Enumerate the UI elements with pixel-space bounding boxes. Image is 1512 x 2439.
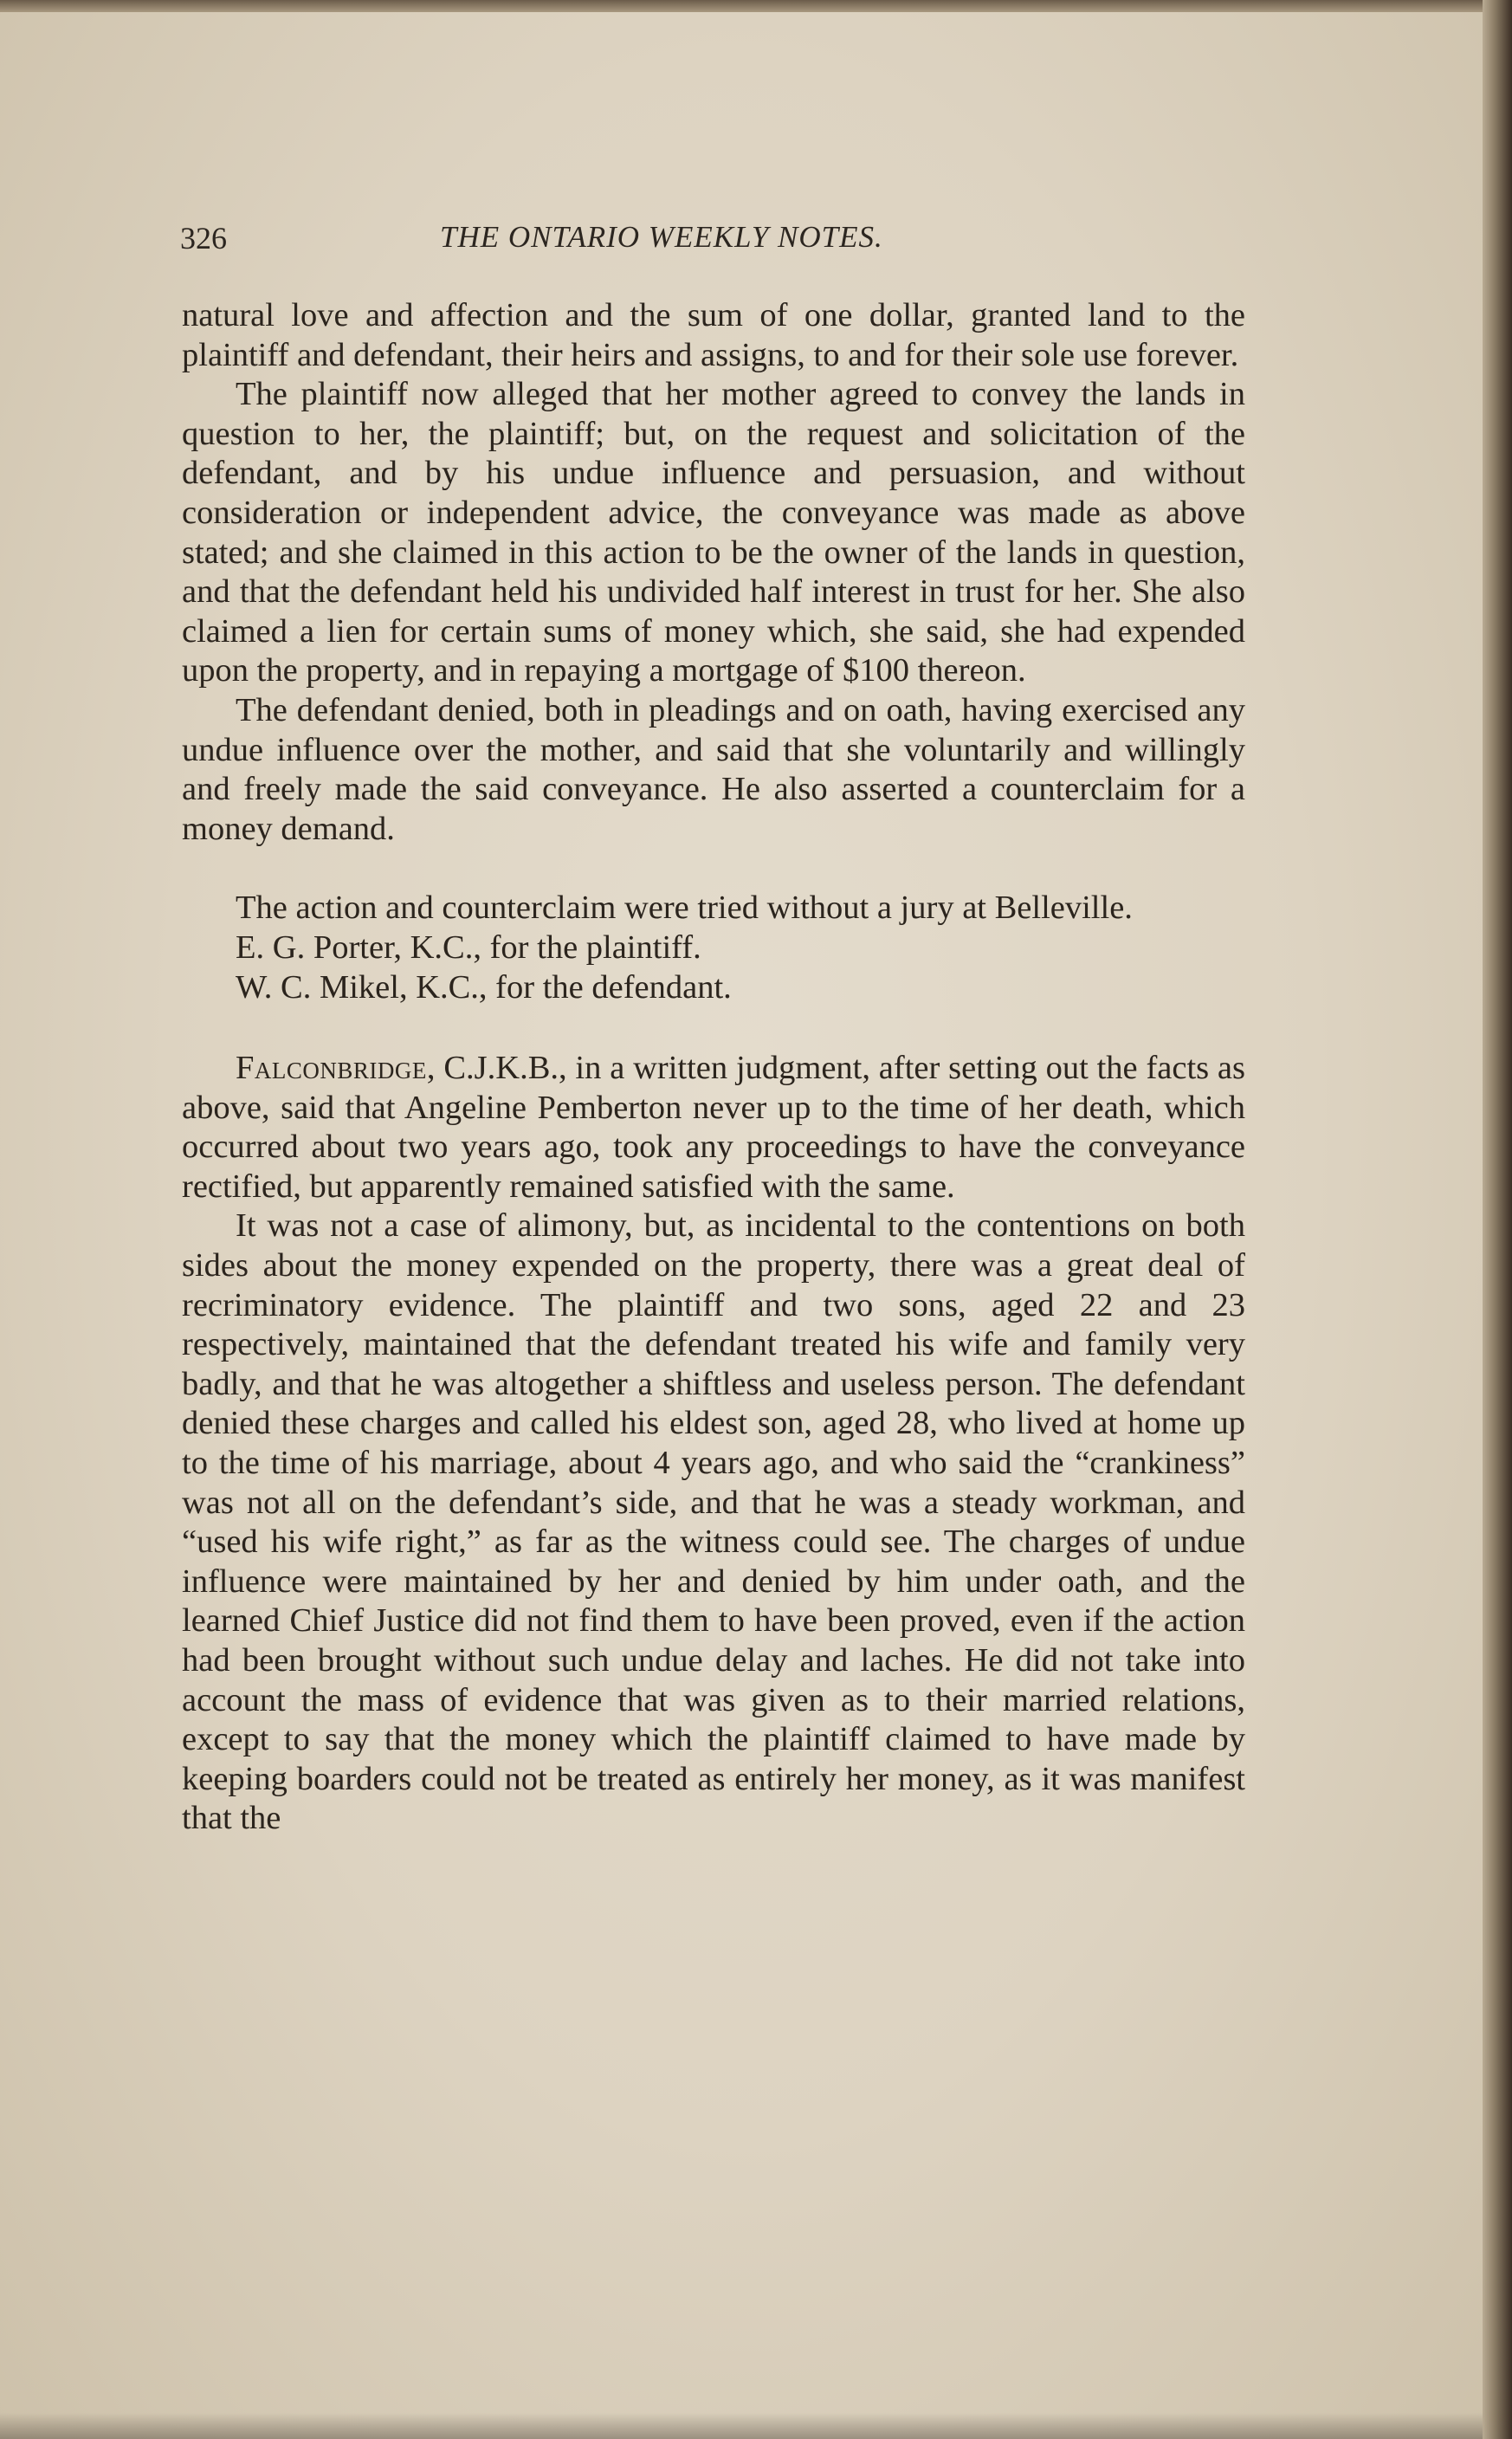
paragraph-trial: The action and counterclaim were tried without a jury at Belleville. (236, 890, 1133, 927)
paragraph-judgment (182, 1049, 1245, 1207)
body-text (182, 296, 1245, 1839)
paragraph-evidence: It was not a case of alimony, but, as incidental to the contentions on both sides about the money expended on the property, there was a great deal of recriminatory evidence. The plaintiff and two sons, aged 22 and 23 respectively, maintained that the defendant treated his wife and family very badly, and that he was altogether a shiftless and useless person. The defendant denied these charges and called his eldest son, aged 28, who lived at home up to the time of his marriage, about 4 years ago, and who said the “crankiness” was not all on the defendant’s side, and that he was a steady workman, and “used his wife right,” as far as the witness could see. The charges of undue influence were maintained by her and denied by him under oath, and the learned Chief Justice did not find them to have been proved, even if the action had been brought without such undue delay and laches. He did not take into account the mass of evidence that was given as to their married relations, except to say that the money which the plaintiff claimed to have made by keeping boarders could not be treated as entirely her money, as it was manifest that the (182, 1207, 1245, 1837)
page-bottom-shade (0, 2413, 1483, 2439)
paragraph-plaintiff-allegation: The plaintiff now alleged that her mother agreed to convey the lands in question to her, the plaintiff; but, on the request and solicitation of the defendant, and by his undue influence and persuasion, and without consideration or independent advice, the conveyance was made as above stated; and she claimed in this action to be the owner of the lands in question, and that the defendant held his undivided half interest in trust for her. She also claimed a lien for certain sums of money which, she said, she had expended upon the property, and in repaying a mortgage of $100 thereon. (182, 376, 1245, 689)
page-top-edge (0, 0, 1483, 12)
page-header (180, 220, 1245, 263)
running-head: THE ONTARIO WEEKLY NOTES. (440, 220, 883, 254)
paragraph-continuation: natural love and affection and the sum of one dollar, granted land to the plaintiff and defendant, their heirs and assigns, to and for their sole use forever. (182, 297, 1245, 373)
counsel-defendant: W. C. Mikel, K.C., for the defendant. (236, 968, 732, 1006)
page-number: 326 (180, 221, 227, 256)
book-page-edge (1483, 0, 1512, 2439)
counsel-plaintiff: E. G. Porter, K.C., for the plaintiff. (236, 928, 701, 966)
judge-name: Falconbridge (236, 1050, 427, 1087)
paragraph-defendant-denial: The defendant denied, both in pleadings and on oath, having exercised any undue influence over the mother, and said that she voluntarily and willingly and freely made the said conveyance. He also asserted a counterclaim for a money demand. (182, 691, 1245, 847)
judgment-text: , C.J.K.B., in a written judgment, after setting out the facts as above, said that Angeline Pemberton never up to the time of her death, which occurred about two years ago, took any proceedings to have the conveyance rectified, but apparently remained satisfied with the same. (182, 1050, 1245, 1205)
